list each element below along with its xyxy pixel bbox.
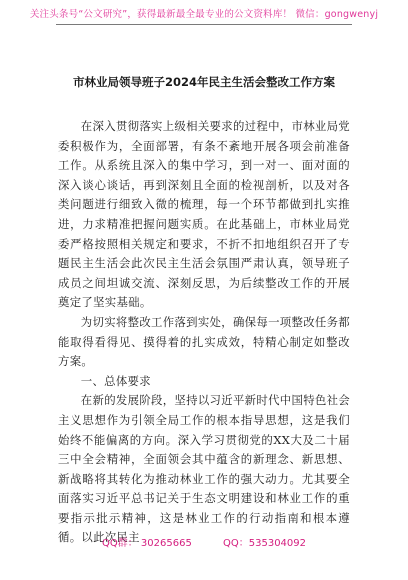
footer-contact — [0, 534, 408, 549]
section-heading-general-requirements: 一、总体要求 — [80, 373, 151, 388]
intro-paragraph: 在深入贯彻落实上级相关要求的过程中，市林业局党委积极作为，全面部署，有条不紊地开展各项会前准备工作。从系统且深入的集中学习，到一对一、面对面的深入谈心谈话，再到深刻且全面的检视剖析，以及对各类问题进行细致入微的梳理，每一个环节都做到扎实推进，力求精准把握问题实质。在此基础上，市林业局党委严格按照相关规定和要求，不折不扣地组织召开了专题民主生活会此次民主生活会氛围严肃认真，领导班子成员之间坦诚交流、深刻反思，为后续整改工作的开展奠定了坚实基础。 — [58, 119, 350, 310]
document-body — [58, 117, 350, 548]
qq-number: QQ：535304092 — [223, 538, 307, 549]
purpose-paragraph: 为切实将整改工作落到实处，确保每一项整改任务都能取得看得见、摸得着的扎实成效，特精心制定如整改方案。 — [58, 314, 350, 369]
section-one-paragraph: 在新的发展阶段，坚持以习近平新时代中国特色社会主义思想作为引领全局工作的根本指导思想，这是我们始终不能偏离的方向。深入学习贯彻党的XX大及二十届三中全会精神，全面领会其中蕴含的新理念、新思想、新战略将其转化为推动林业工作的强大动力。尤其要全面落实习近平总书记关于生态文明建设和林业工作的重要指示批示精神，这是林业工作的行动指南和根本遵循。以此次民主 — [58, 393, 350, 545]
header-divider — [56, 24, 352, 25]
document-title: 市林业局领导班子2024年民主生活会整改工作方案 — [72, 75, 335, 89]
qq-group-number: QQ群： 30265665 — [101, 538, 192, 549]
header-banner: 关注头条号“公文研究”，获得最新最全最专业的公文资料库！ 微信：gongwenyj — [29, 9, 379, 20]
